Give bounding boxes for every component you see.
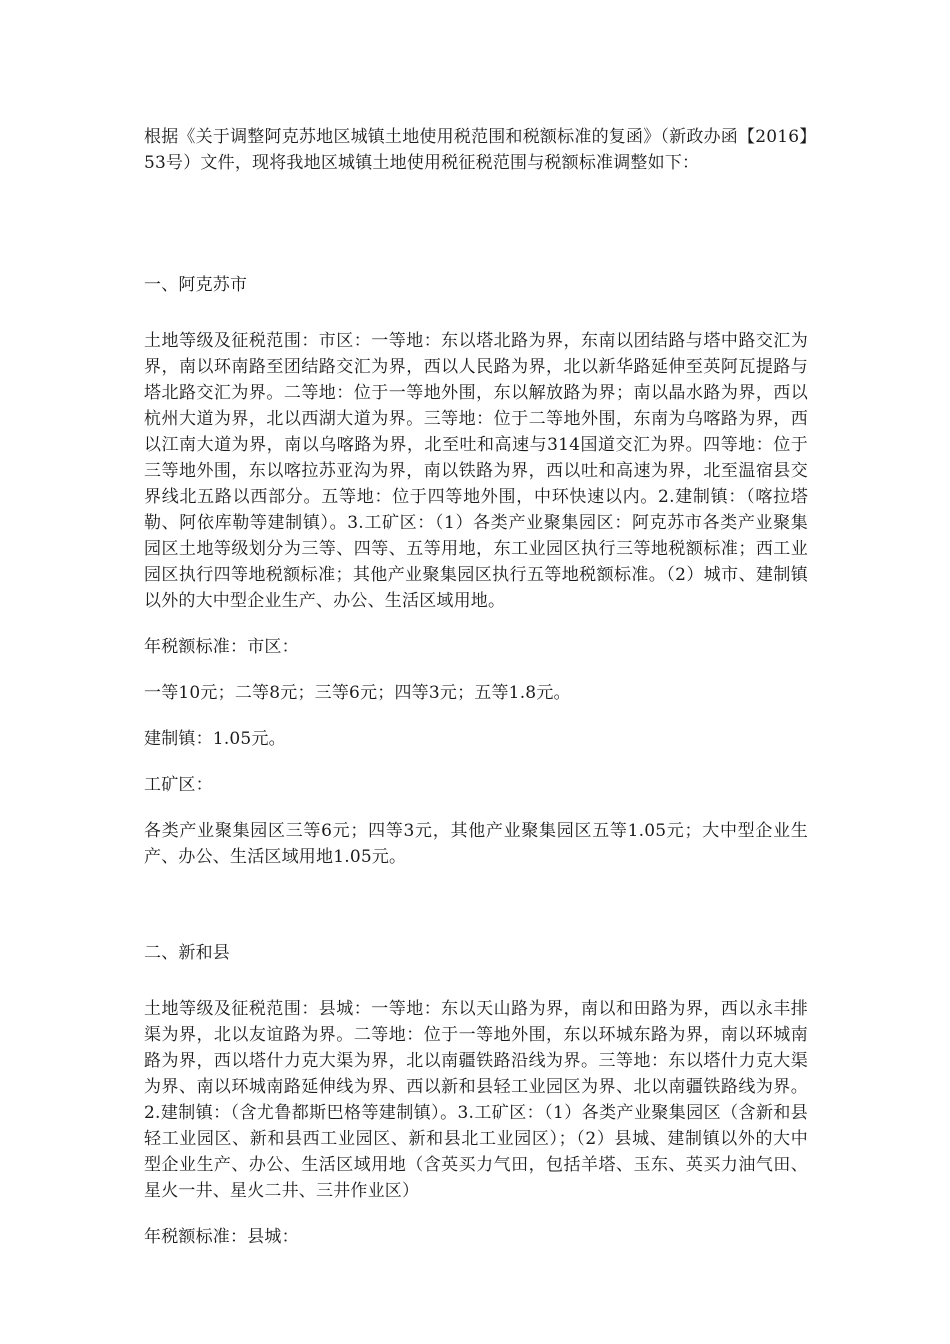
section-heading-xinhe: 二、新和县: [144, 943, 230, 963]
scope-paragraph-aksu: 土地等级及征税范围：市区：一等地：东以塔北路为界，东南以团结路与塔中路交汇为界，南以环南路至团结路交汇为界，西以人民路为界，北以新华路延伸至英阿瓦提路与塔北路交汇为界。二等地：位于一等地外围，东以解放路为界；南以晶水路为界，西以杭州大道为界，北以西湖大道为界。三等地：位于二等地外围，东南为乌喀路为界，西以江南大道为界，南以乌喀路为界，北至吐和高速与314国道交汇为界。四等地：位于三等地外围，东以喀拉苏亚沟为界，南以铁路为界，西以吐和高速为界，北至温宿县交界线北五路以西部分。五等地：位于四等地外围，中环快速以内。2.建制镇：（喀拉塔勒、阿依库勒等建制镇）。3.工矿区：（1）各类产业聚集园区：阿克苏市各类产业聚集园区土地等级划分为三等、四等、五等用地，东工业园区执行三等地税额标准；西工业园区执行四等地税额标准；其他产业聚集园区执行五等地税额标准。（2）城市、建制镇以外的大中型企业生产、办公、生活区域用地。: [144, 331, 808, 611]
rate-mining-aksu: 各类产业聚集园区三等6元；四等3元，其他产业聚集园区五等1.05元；大中型企业生产、办公、生活区域用地1.05元。: [144, 821, 808, 867]
rate-label-xinhe: 年税额标准：县城：: [144, 1227, 299, 1247]
rate-city-aksu: 一等10元；二等8元；三等6元；四等3元；五等1.8元。: [144, 683, 571, 703]
intro-paragraph: 根据《关于调整阿克苏地区城镇土地使用税范围和税额标准的复函》（新政办函【2016】53号）文件，现将我地区城镇土地使用税征税范围与税额标准调整如下：: [144, 127, 808, 173]
scope-paragraph-xinhe: 土地等级及征税范围：县城：一等地：东以天山路为界，南以和田路为界，西以永丰排渠为界，北以友谊路为界。二等地：位于一等地外围，东以环城东路为界，南以环城南路为界，西以塔什力克大渠为界，北以南疆铁路沿线为界。三等地：东以塔什力克大渠为界、南以环城南路延伸线为界、西以新和县轻工业园区为界、北以南疆铁路线为界。2.建制镇：（含尤鲁都斯巴格等建制镇）。3.工矿区：（1）各类产业聚集园区（含新和县轻工业园区、新和县西工业园区、新和县北工业园区）；（2）县城、建制镇以外的大中型企业生产、办公、生活区域用地（含英买力气田，包括羊塔、玉东、英买力油气田、星火一井、星火二井、三井作业区）: [144, 999, 808, 1201]
rate-label-aksu: 年税额标准：市区：: [144, 637, 299, 657]
section-heading-aksu: 一、阿克苏市: [144, 275, 248, 295]
mining-label-aksu: 工矿区：: [144, 775, 213, 795]
rate-town-aksu: 建制镇：1.05元。: [144, 729, 286, 749]
document-body: [144, 124, 808, 1270]
